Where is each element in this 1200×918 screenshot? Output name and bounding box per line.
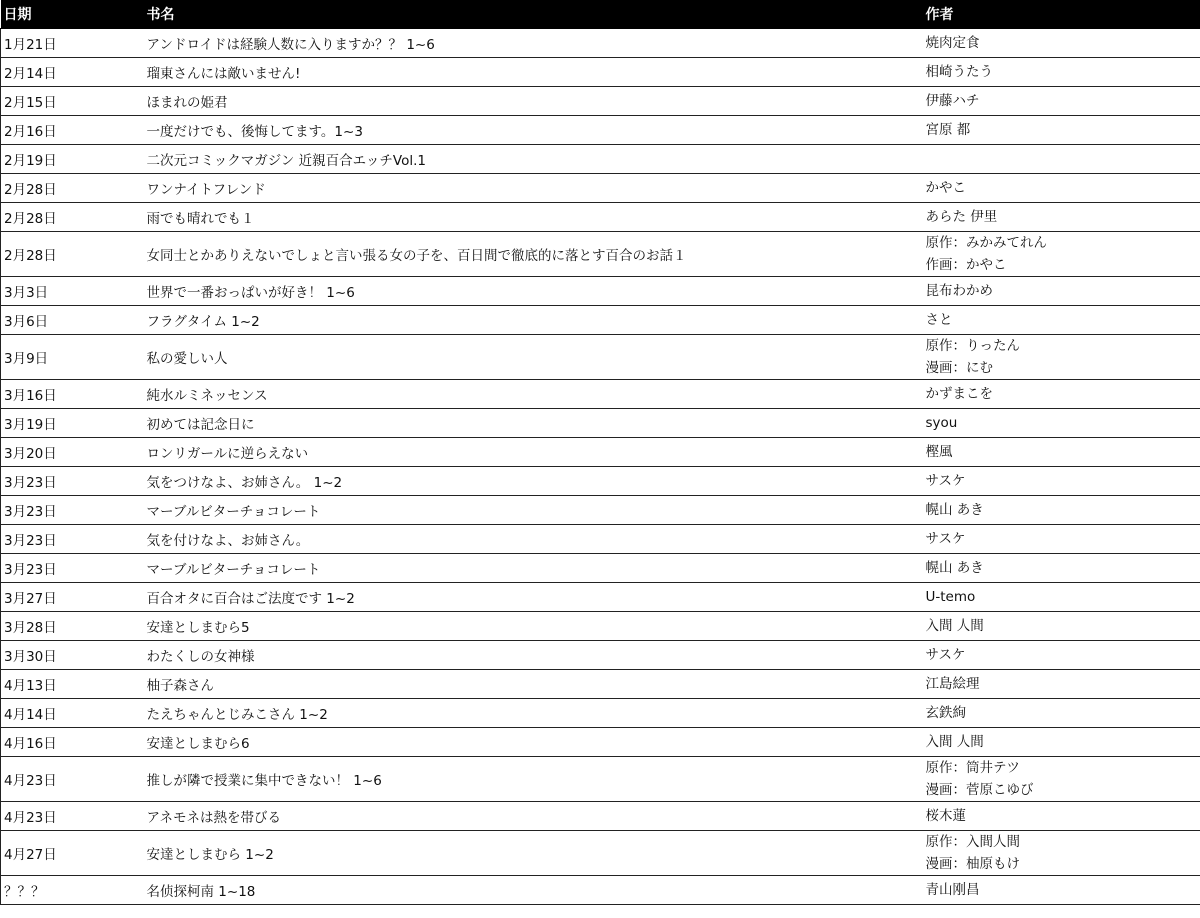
author-line: 入間 人間: [925, 734, 984, 750]
date-cell: 2月16日: [1, 116, 144, 145]
author-line: 昆布わかめ: [925, 283, 993, 299]
author-line: 江島絵理: [925, 676, 980, 692]
table-row: [1, 116, 1200, 145]
table-row: [1, 699, 1200, 728]
date-cell: 3月3日: [1, 277, 144, 306]
table-row: [1, 728, 1200, 757]
author-line: 伊藤ハチ: [925, 93, 980, 109]
author-line: サスケ: [925, 473, 966, 489]
title-cell: 気を付けなよ、お姉さん。: [144, 525, 923, 554]
author-line: 漫画：柚原もけ: [925, 856, 1020, 872]
date-cell: 2月28日: [1, 232, 144, 277]
title-cell: わたくしの女神様: [144, 641, 923, 670]
author-line: 入間 人間: [925, 618, 984, 634]
title-cell: ロンリガールに逆らえない: [144, 438, 923, 467]
table-row: [1, 145, 1200, 174]
author-line: 相崎うたう: [925, 64, 993, 80]
date-cell: 3月19日: [1, 409, 144, 438]
date-cell: 4月14日: [1, 699, 144, 728]
author-cell: [923, 554, 1200, 583]
title-cell: アネモネは熱を帯びる: [144, 802, 923, 831]
date-cell: 3月16日: [1, 380, 144, 409]
title-cell: アンドロイドは経験人数に入りますか？？ 1~6: [144, 29, 923, 58]
author-cell: [923, 29, 1200, 58]
author-line: かやこ: [925, 180, 966, 196]
date-cell: 4月23日: [1, 802, 144, 831]
table-row: [1, 203, 1200, 232]
date-cell: 4月13日: [1, 670, 144, 699]
title-cell: マーブルビターチョコレート: [144, 496, 923, 525]
title-cell: 柚子森さん: [144, 670, 923, 699]
table-row: [1, 58, 1200, 87]
table-header: [1, 0, 1200, 29]
table-row: [1, 525, 1200, 554]
table-row: [1, 29, 1200, 58]
author-cell: [923, 525, 1200, 554]
author-line: 青山刚昌: [925, 882, 980, 898]
author-cell: [923, 145, 1200, 174]
date-cell: 3月23日: [1, 525, 144, 554]
title-cell: 一度だけでも、後悔してます。1~3: [144, 116, 923, 145]
date-cell: ？？？: [1, 876, 144, 905]
author-cell: [923, 641, 1200, 670]
author-column-header: 作者: [923, 0, 1200, 29]
table-row: [1, 612, 1200, 641]
date-cell: 3月23日: [1, 467, 144, 496]
author-line: 宮原 都: [925, 122, 971, 138]
author-line: syou: [925, 415, 958, 431]
author-cell: [923, 174, 1200, 203]
date-cell: 2月15日: [1, 87, 144, 116]
date-cell: 3月23日: [1, 554, 144, 583]
author-line: 原作：みかみてれん: [925, 235, 1047, 251]
title-column-header: 书名: [144, 0, 923, 29]
author-line: さと: [925, 312, 953, 328]
author-cell: [923, 87, 1200, 116]
title-cell: 名侦探柯南 1~18: [144, 876, 923, 905]
date-cell: 3月20日: [1, 438, 144, 467]
title-cell: フラグタイム 1~2: [144, 306, 923, 335]
table-row: [1, 757, 1200, 802]
date-cell: 3月9日: [1, 335, 144, 380]
author-cell: [923, 802, 1200, 831]
title-cell: 二次元コミックマガジン 近親百合エッチVol.1: [144, 145, 923, 174]
author-cell: [923, 277, 1200, 306]
date-cell: 2月14日: [1, 58, 144, 87]
table-row: [1, 380, 1200, 409]
table-row: [1, 641, 1200, 670]
author-line: 焼肉定食: [925, 35, 980, 51]
author-cell: [923, 728, 1200, 757]
table-row: [1, 831, 1200, 876]
author-cell: [923, 232, 1200, 277]
date-cell: 3月28日: [1, 612, 144, 641]
author-cell: [923, 496, 1200, 525]
author-cell: [923, 876, 1200, 905]
author-cell: [923, 203, 1200, 232]
title-cell: 瑠東さんには敵いません!: [144, 58, 923, 87]
title-cell: 安達としまむら 1~2: [144, 831, 923, 876]
table-row: [1, 232, 1200, 277]
author-cell: [923, 831, 1200, 876]
table-row: [1, 467, 1200, 496]
author-line: U-temo: [925, 589, 976, 605]
author-cell: [923, 467, 1200, 496]
author-line: 幌山 あき: [925, 502, 984, 518]
table-body: [1, 29, 1200, 905]
title-cell: 安達としまむら5: [144, 612, 923, 641]
date-cell: 4月27日: [1, 831, 144, 876]
author-line: 漫画：にむ: [925, 360, 993, 376]
title-cell: 私の愛しい人: [144, 335, 923, 380]
author-line: サスケ: [925, 647, 966, 663]
author-cell: [923, 306, 1200, 335]
table-row: [1, 277, 1200, 306]
title-cell: 安達としまむら6: [144, 728, 923, 757]
author-cell: [923, 670, 1200, 699]
table-row: [1, 335, 1200, 380]
author-line: 玄鉄絢: [925, 705, 966, 721]
title-cell: ほまれの姫君: [144, 87, 923, 116]
date-cell: 3月30日: [1, 641, 144, 670]
table-row: [1, 554, 1200, 583]
author-line: あらた 伊里: [925, 209, 998, 225]
author-line: 桜木蓮: [925, 808, 966, 824]
date-cell: 4月16日: [1, 728, 144, 757]
author-line: 原作：入間人間: [925, 834, 1020, 850]
table-row: [1, 496, 1200, 525]
date-cell: 1月21日: [1, 29, 144, 58]
author-cell: [923, 612, 1200, 641]
author-line: 原作：筒井テツ: [925, 760, 1020, 776]
author-cell: [923, 699, 1200, 728]
author-cell: [923, 438, 1200, 467]
author-cell: [923, 335, 1200, 380]
title-cell: マーブルビターチョコレート: [144, 554, 923, 583]
author-line: 幌山 あき: [925, 560, 984, 576]
author-line: 原作：りったん: [925, 338, 1020, 354]
author-line: 樫風: [925, 444, 953, 460]
title-cell: 世界で一番おっぱいが好き！ 1~6: [144, 277, 923, 306]
author-cell: [923, 58, 1200, 87]
title-cell: 雨でも晴れでも１: [144, 203, 923, 232]
title-cell: 気をつけなよ、お姉さん。 1~2: [144, 467, 923, 496]
title-cell: ワンナイトフレンド: [144, 174, 923, 203]
author-line: 漫画：菅原こゆび: [925, 782, 1034, 798]
title-cell: 純水ルミネッセンス: [144, 380, 923, 409]
table-row: [1, 583, 1200, 612]
date-cell: 3月23日: [1, 496, 144, 525]
title-cell: たえちゃんとじみこさん 1~2: [144, 699, 923, 728]
date-cell: 3月27日: [1, 583, 144, 612]
table-row: [1, 409, 1200, 438]
author-cell: [923, 116, 1200, 145]
author-cell: [923, 409, 1200, 438]
author-cell: [923, 380, 1200, 409]
table-row: [1, 438, 1200, 467]
table-row: [1, 87, 1200, 116]
date-column-header: 日期: [1, 0, 144, 29]
table-row: [1, 876, 1200, 905]
table-row: [1, 306, 1200, 335]
author-line: サスケ: [925, 531, 966, 547]
table-row: [1, 174, 1200, 203]
date-cell: 4月23日: [1, 757, 144, 802]
date-cell: 2月28日: [1, 203, 144, 232]
table-row: [1, 670, 1200, 699]
title-cell: 推しが隣で授業に集中できない！ 1~6: [144, 757, 923, 802]
header-row: [1, 0, 1200, 29]
author-line: 作画：かやこ: [925, 257, 1007, 273]
author-line: かずまこを: [925, 386, 993, 402]
date-cell: 3月6日: [1, 306, 144, 335]
title-cell: 百合オタに百合はご法度です 1~2: [144, 583, 923, 612]
date-cell: 2月28日: [1, 174, 144, 203]
author-cell: [923, 757, 1200, 802]
title-cell: 初めては記念日に: [144, 409, 923, 438]
title-cell: 女同士とかありえないでしょと言い張る女の子を、百日間で徹底的に落とす百合のお話１: [144, 232, 923, 277]
table-row: [1, 802, 1200, 831]
date-cell: 2月19日: [1, 145, 144, 174]
author-cell: [923, 583, 1200, 612]
